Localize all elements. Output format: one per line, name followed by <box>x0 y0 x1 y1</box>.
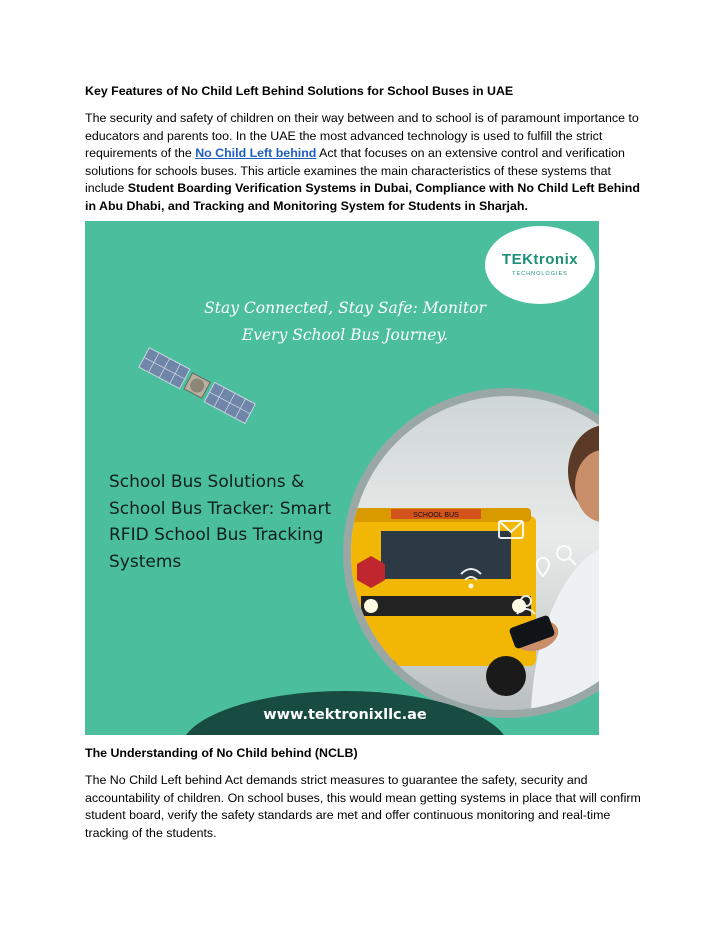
intro-paragraph <box>85 110 641 216</box>
banner-website-url: www.tektronixllc.ae <box>263 707 427 723</box>
promo-banner-image <box>85 221 599 735</box>
tektronix-logo: TEKtronix <box>501 251 579 268</box>
tektronix-logo-subtitle: TECHNOLOGIES <box>512 271 568 277</box>
intro-bold-text: Student Boarding Verification Systems in Dubai, Compliance with No Child Left Behind in Abu Dhabi, and Tracking and Monitoring System for Students in Sharjah. <box>85 181 640 213</box>
article-heading: Key Features of No Child Left Behind Solutions for School Buses in UAE <box>85 84 514 98</box>
banner-title: School Bus Solutions & School Bus Tracker: Smart RFID School Bus Tracking Systems <box>109 472 332 572</box>
intro-text-1: The security and safety of children on their way between and to school is of paramount importance to educators and parents too. In the UAE the most advanced technology is used to fulfill the strict requirements of the <box>85 111 639 161</box>
no-child-left-behind-link[interactable]: No Child Left behind <box>195 146 317 161</box>
search-icon <box>557 546 571 560</box>
bus-sign-text: SCHOOL BUS <box>413 512 459 519</box>
article-intro <box>85 82 641 216</box>
banner-tagline: Stay Connected, Stay Safe: Monitor Every School Bus Journey. <box>204 299 486 344</box>
nclb-paragraph: The No Child Left behind Act demands strict measures to guarantee the safety, security and accountability of children. On school buses, this would mean getting systems in place that will confirm student board, verify the safety standards are met and offer continuous monitoring and real-time tracking of the students. <box>85 773 641 840</box>
satellite-icon <box>133 339 263 434</box>
location-pin-icon <box>537 558 549 576</box>
intro-text-2: Act that focuses on an extensive control and verification solutions for schools buses. This article examines the main characteristics of these systems that include <box>85 146 625 196</box>
nclb-section <box>85 744 641 842</box>
nclb-heading: The Understanding of No Child behind (NCLB) <box>85 746 358 760</box>
